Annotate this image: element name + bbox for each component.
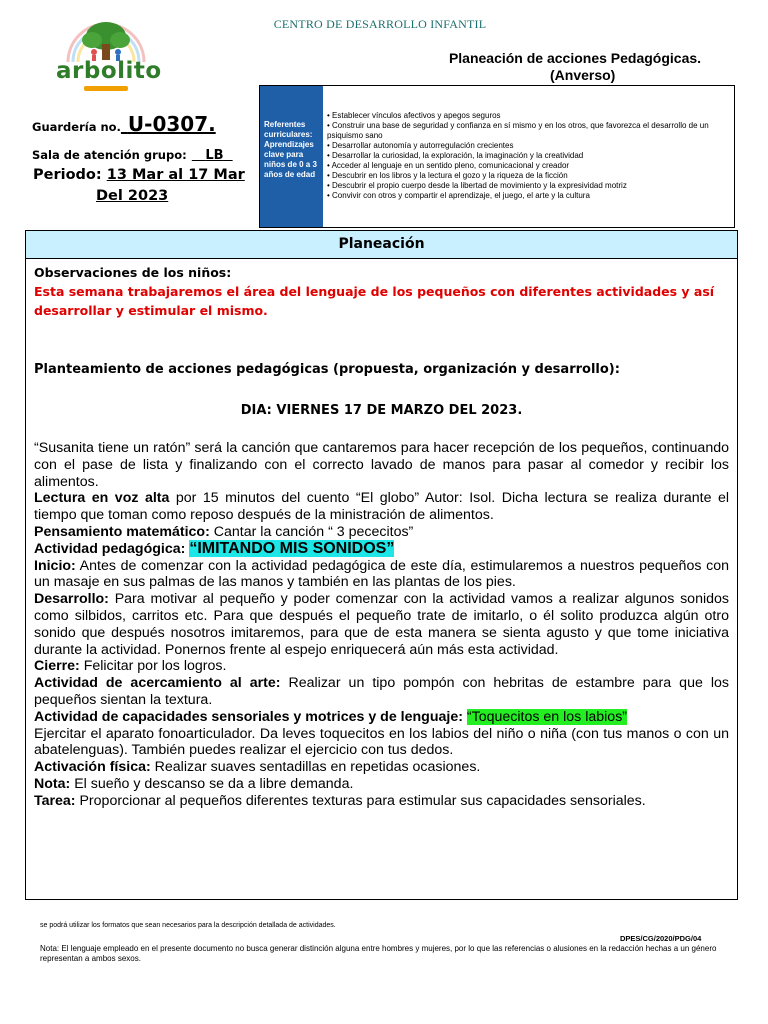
periodo-value-2: Del 2023 — [96, 188, 169, 204]
logo-text: arbolito — [56, 58, 162, 84]
cierre-paragraph: Cierre: Felicitar por los logros. — [34, 658, 227, 675]
periodo-row — [32, 165, 257, 207]
referentes-box — [259, 85, 735, 228]
referente-item: • Desarrollar la curiosidad, la exploración, la imaginación y la creatividad — [327, 151, 584, 160]
guarderia-row — [32, 112, 257, 136]
footer-code: DPES/CG/2020/PDG/04 — [620, 934, 702, 943]
referente-item: • Acceder al lenguaje en un sentido pleno, comunicacional y creador — [327, 161, 570, 170]
doc-subtitle: (Anverso) — [550, 67, 616, 83]
intro-paragraph: “Susanita tiene un ratón” será la canción que cantaremos para hacer recepción de los pequeños, continuando con el pase de lista y finalizando con el correcto lavado de manos para pasar al comedor y recibir los alimentos. — [34, 440, 729, 490]
pensamiento-paragraph: Pensamiento matemático: Cantar la canción “ 3 pececitos” — [34, 523, 414, 540]
sensoriales-title: “Toquecitos en los labios” — [466, 708, 628, 725]
footer-note: Nota: El lenguaje empleado en el presente documento no busca generar distinción alguna entre hombres y mujeres, por lo que las referencias o alusiones en la redacción hechas a un género representan a ambos sexos. — [40, 944, 717, 963]
doc-title-main: Planeación de acciones Pedagógicas. — [448, 50, 702, 66]
footer-line: se podrá utilizar los formatos que sean necesarios para la descripción detallada de actividades. — [40, 922, 336, 929]
guarderia-label: Guardería no. — [32, 120, 121, 134]
guarderia-value: U-0307. — [127, 112, 216, 136]
dia-heading: DIA: VIERNES 17 DE MARZO DEL 2023. — [240, 403, 523, 418]
nota-paragraph: Nota: El sueño y descanso se da a libre demanda. — [34, 775, 354, 792]
sensoriales-paragraph: Actividad de capacidades sensoriales y motrices y de lenguaje: “Toquecitos en los labios” — [34, 708, 628, 725]
referente-item: • Desarrollar autonomía y autorregulación crecientes — [327, 141, 514, 150]
sala-label: Sala de atención grupo: — [32, 148, 187, 162]
doc-title — [420, 50, 730, 84]
actividad-pedagogica-paragraph: Actividad pedagógica: “IMITANDO MIS SONIDOS” — [34, 539, 395, 557]
arte-paragraph: Actividad de acercamiento al arte: Realizar un tipo pompón con hebritas de estambre para que los pequeños sientan la textura. — [34, 675, 729, 708]
observaciones-heading: Observaciones de los niños: — [34, 265, 232, 280]
sensoriales-text: Ejercitar el aparato fonoarticulador. Da leves toquecitos en los labios del niño o niña (con tus manos o con un abatelenguas). También puedes realizar el ejercicio con tus dedos. — [34, 725, 729, 759]
referentes-list — [327, 111, 732, 201]
referente-item: • Establecer vínculos afectivos y apegos seguros — [327, 111, 501, 120]
fisica-paragraph: Activación física: Realizar suaves sentadillas en repetidas ocasiones. — [34, 759, 481, 776]
lectura-paragraph: Lectura en voz alta por 15 minutos del cuento “El globo” Autor: Isol. Dicha lectura se realiza durante el tiempo que toman como reposo después de la ministración de alimentos. — [34, 490, 730, 524]
sala-value: LB — [205, 148, 224, 163]
actividad-title: “IMITANDO MIS SONIDOS” — [189, 539, 395, 557]
sala-row — [32, 144, 257, 163]
tarea-paragraph: Tarea: Proporcionar al pequeños diferentes texturas para estimular sus capacidades sensoriales. — [34, 792, 646, 809]
observaciones-text: Esta semana trabajaremos el área del lenguaje de los pequeños con diferentes actividades y así desarrollar y estimular el mismo. — [34, 284, 715, 318]
desarrollo-paragraph: Desarrollo: Para motivar al pequeño y poder comenzar con la actividad vamos a realizar algunos sonidos como silbidos, carritos etc. Para que después el pequeño trate de imitarlo, o él solito produzca algún otro sonido que después nosotros imitaremos, para que de esta manera se sienta agusto y que tome iniciativa durante la actividad. Ponernos frente al espejo enriquecerá aún más esta actividad. — [34, 591, 729, 658]
planeacion-body — [26, 259, 737, 810]
referente-item: • Construir una base de seguridad y confianza en sí mismo y en los otros, que favorezca el desarrollo de un psiquismo sano — [327, 121, 709, 140]
periodo-label: Periodo: — [33, 167, 102, 183]
logo-underline — [84, 86, 128, 91]
center-title: CENTRO DE DESARROLLO INFANTIL — [273, 17, 487, 31]
tree-logo-icon — [54, 14, 158, 64]
planeacion-title: Planeación — [26, 231, 737, 259]
referente-item: • Descubrir en los libros y la lectura el gozo y la riqueza de la ficción — [327, 171, 568, 180]
referente-item: • Convivir con otros y compartir el aprendizaje, el juego, el arte y la cultura — [327, 191, 590, 200]
referente-item: • Descubrir el propio cuerpo desde la libertad de movimiento y la expresividad motriz — [327, 181, 627, 190]
periodo-value-1: 13 Mar al 17 Mar — [106, 167, 245, 183]
group-info — [32, 110, 257, 207]
planeacion-section — [25, 230, 738, 900]
arbolito-logo — [54, 14, 162, 92]
inicio-paragraph: Inicio: Antes de comenzar con la actividad pedagógica de este día, estimularemos a nuestros pequeños con un masaje en sus palmas de las manos y también en las plantas de los pies. — [34, 557, 729, 591]
planteamiento-heading: Planteamiento de acciones pedagógicas (propuesta, organización y desarrollo): — [34, 362, 620, 377]
referentes-label: Referentes curriculares: Aprendizajes clave para niños de 0 a 3 años de edad — [260, 86, 323, 227]
